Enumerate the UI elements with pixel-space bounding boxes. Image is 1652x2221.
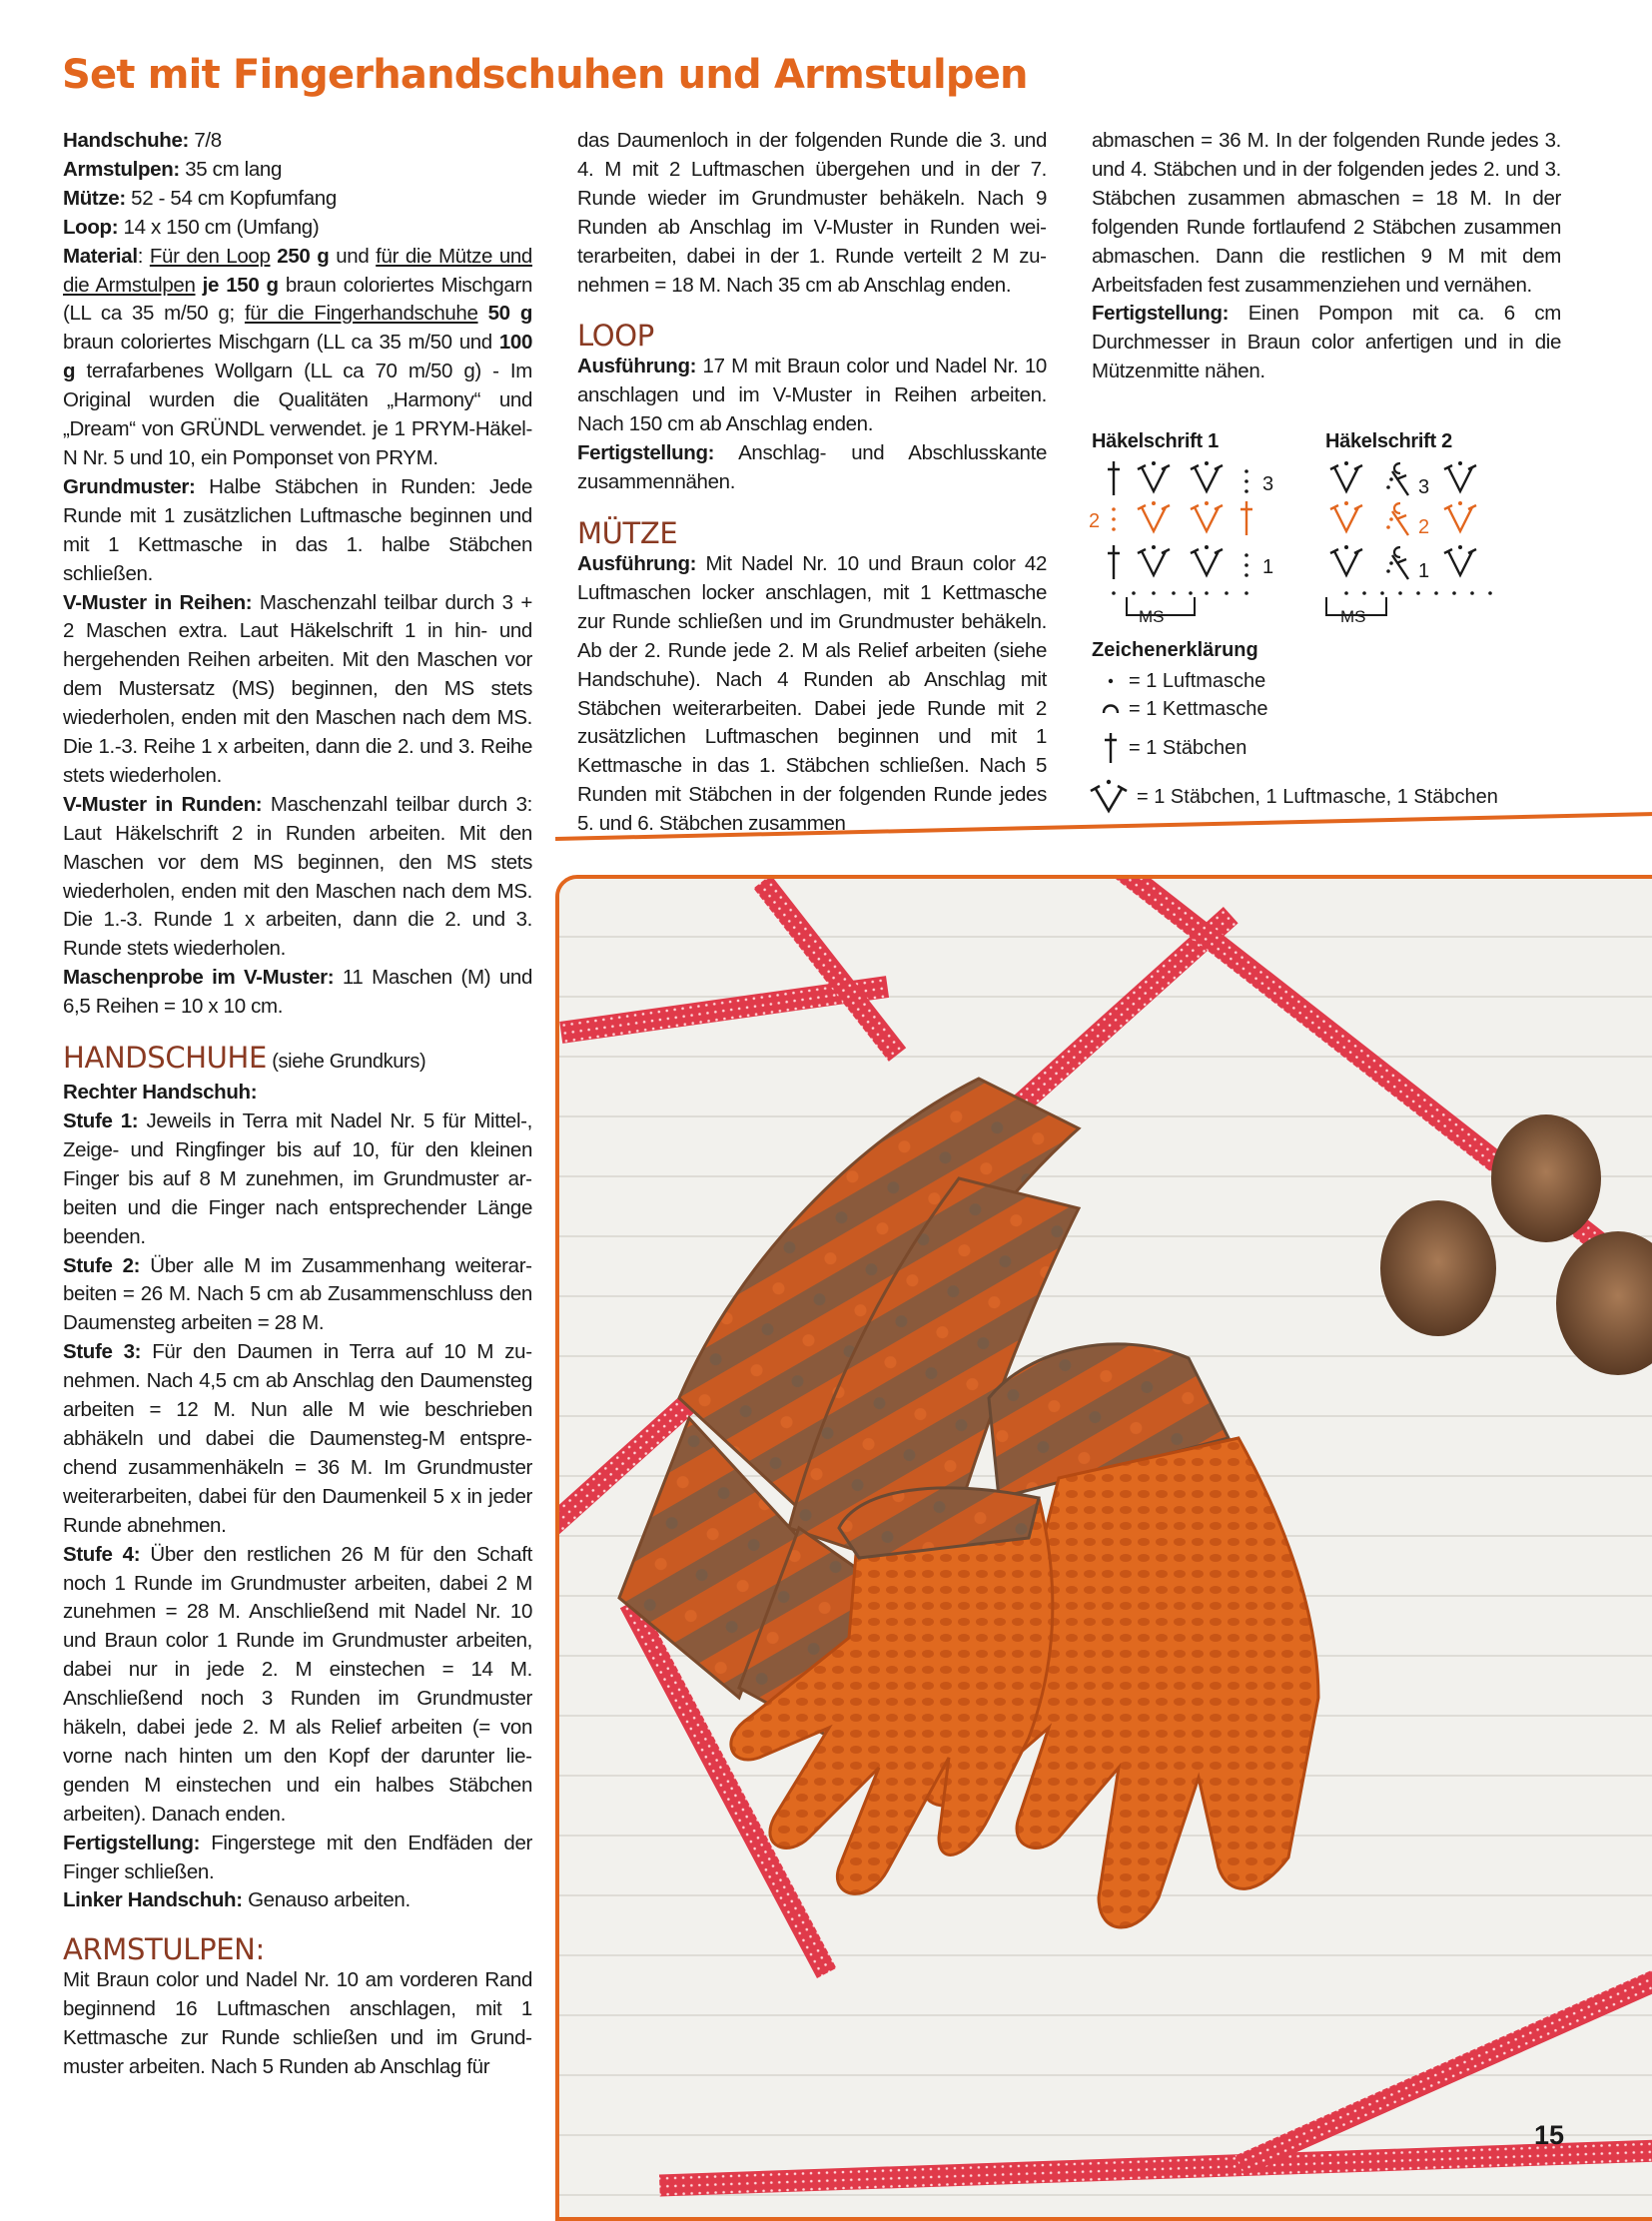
- column-left: Handschuhe: 7/8 Armstulpen: 35 cm lang Mütze: 52 - 54 cm Kopfumfang Loop: 14 x 150 cm (Umfang) Material: Für den Loop 250 g und für die Mütze und die Armstulpen je 150 g braun coloriertes Mischgarn (LL ca 35 m/50 g; für die Fingerhandschuhe 50 g braun coloriertes Mischgarn (LL ca 35 m/50 und 100 g terrafarbenes Wollgarn (LL ca 70 m/50 g) - Im Original wurden die Qualitäten „Harmony“ und „Dream“ von GRÜNDL verwendet. je 1 PRYM-Häkel-N Nr. 5 und 10, ein Pomponset von PRYM. Grundmuster: Halbe Stäbchen in Runden: Jede Runde mit 1 zusätzlichen Luftmasche beginnen und mit 1 Kettmasche in das 1. halbe Stäbchen schließen. V-Muster in Reihen: Maschenzahl teilbar durch 3 + 2 Maschen extra. Laut Häkelschrift 1 in hin- und hergehenden Reihen arbeiten. Mit den Maschen vor dem Mustersatz (MS) beginnen, den MS stets wiederholen, enden mit den Maschen nach dem MS. Die 1.-3. Reihe 1 x arbeiten, dann die 2. und 3. Reihe stets wiederholen. V-Muster in Runden: Maschenzahl teilbar durch 3: Laut Häkelschrift 2 in Runden arbeiten. Mit den Maschen vor dem MS beginnen, den MS stets wiederholen, enden mit den Maschen nach dem MS. Die 1.-3. Runde 1 x arbeiten, dann die 2. und 3. Runde stets wiederholen. Maschenprobe im V-Muster: 11 Maschen (M) und 6,5 Reihen = 10 x 10 cm. HANDSCHUHE (siehe Grundkurs) Rechter Handschuh: Stufe 1: Jeweils in Terra mit Nadel Nr. 5 für Mittel-, Zeige- und Ringfinger bis auf 10, für den kleinen Finger bis auf 8 M zunehmen, im Grundmuster arbeiten und die Finger nach entsprechender Länge beenden. Stufe 2: Über alle M im Zusammenhang weiterarbeiten = 26 M. Nach 5 cm ab Zusammenschluss den Daumensteg arbeiten = 28 M. Stufe 3: Für den Daumen in Terra auf 10 M zunehmen. Nach 4,5 cm ab Anschlag den Daumensteg arbeiten = 12 M. Nun alle M wie beschrieben abhäkeln und dabei die Daumensteg-M entsprechend zusammenhäkeln = 36 M. Im Grundmuster weiterarbeiten, dabei für den Daumenkeil 5 x in jeder Runde abnehmen. Stufe 4: Über den restlichen 26 M für den Schaft noch 1 Runde im Grundmuster arbeiten, dabei 2 M zunehmen = 28 M. Anschließend mit Nadel Nr. 10 und Braun color 1 Runde im Grundmuster arbeiten, dabei nur in jede 2. M einstechen = 14 M. Anschließend noch 3 Runden im Grundmuster häkeln, dabei jede 2. M als Relief arbeiten (= von vorne nach hinten um den Kopf der darunter liegenden M einstechen und ein halbes Stäbchen arbeiten). Danach enden. Fertigstellung: Fingerstege mit den Endfäden der Finger schließen. Linker Handschuh: Genauso arbeiten. ARMSTULPEN: Mit Braun color und Nadel Nr. 10 am vorderen Rand beginnend 16 Luftmaschen anschlagen, mit 1 Kettmasche zur Runde schließen und im Grundmuster arbeiten. Nach 5 Runden ab Anschlag für: [63, 129, 533, 2079]
- loop-heading: LOOP: [577, 319, 654, 354]
- muetze-heading: MÜTZE: [577, 515, 678, 550]
- armstulpen-heading: ARMSTULPEN:: [63, 1932, 265, 1967]
- chain-dot-icon: [1099, 669, 1123, 693]
- product-photo: [555, 875, 1652, 2221]
- column-middle: das Daumenloch in der folgenden Runde die 3. und 4. M mit 2 Luftmaschen übergehen und in der 7. Runde wieder im Grundmuster behäkeln. Nach 9 Runden ab Anschlag im V-Muster in Runden weiterarbeiten, dabei in der 1. Runde verteilt 2 M zunehmen = 18 M. Nach 35 cm ab Anschlag enden. LOOP Ausführung: 17 M mit Braun color und Nadel Nr. 10 anschlagen und im V-Muster in Reihen arbeiten. Nach 150 cm ab Anschlag enden. Fertigstellung: Anschlag- und Abschlusskante zusammennähen. MÜTZE Ausführung: Mit Nadel Nr. 10 und Braun color 42 Luftmaschen locker anschlagen, mit 1 Kettmasche zur Runde schließen und im Grundmuster behäkeln. Ab der 2. Runde jede 2. M als Relief arbeiten (siehe Handschuhe). Nach 4 Runden ab Anschlag mit Stäbchen weiterarbeiten. Dabei jede Runde mit 2 zusätzlichen Luftmaschen beginnen und mit 1 Kettmasche in das 1. Stäbchen schließen. Nach 5 Runden mit Stäbchen in der folgenden Runde jedes 5. und 6. Stäbchen zusammen: [577, 129, 1047, 836]
- column-right: abmaschen = 36 M. In der folgenden Runde jedes 3. und 4. Stäbchen und in der folgenden jedes 2. und 3. Stäbchen zusammen abmaschen = 18 M. In der folgenden Runde fortlaufend 2 Stäbchen zusammen abmaschen. Dann die restlichen 9 M mit dem Arbeitsfaden fest zusammenziehen und vernähen. Fertigstellung: Einen Pompon mit ca. 6 cm Durchmesser in Braun color anfertigen und in die Mützenmitte nähen.: [1092, 129, 1561, 383]
- chart1-ms-label: MS: [1139, 607, 1165, 626]
- chart2-title: Häkelschrift 2: [1325, 430, 1452, 452]
- legend-item-dc: = 1 Stäbchen: [1099, 731, 1246, 765]
- chart2-row-3: 3: [1418, 476, 1430, 498]
- maschenprobe-paragraph: Maschenprobe im V-Muster: 11 Maschen (M) und 6,5 Reihen = 10 x 10 cm.: [63, 966, 532, 1019]
- grundmuster-paragraph: Grundmuster: Halbe Stäbchen in Runden: Jede Runde mit 1 zusätzlichen Luftmasche beginnen und mit 1 Kettmasche in das 1. halbe Stäbchen schließen.: [63, 474, 532, 585]
- chart1-row-2: 2: [1089, 510, 1101, 532]
- chart2-row-1: 1: [1418, 560, 1430, 582]
- legend-title: Zeichenerklärung: [1092, 639, 1258, 661]
- legend-item-slip: = 1 Kettmasche: [1099, 697, 1268, 721]
- handschuhe-heading: HANDSCHUHE (siehe Grundkurs): [63, 1041, 426, 1076]
- v-stitch-icon: [1087, 777, 1131, 817]
- dc-cross-icon: [1099, 731, 1123, 765]
- chart2-row-2: 2: [1418, 516, 1430, 538]
- chart1-row-1: 1: [1262, 556, 1274, 578]
- crochet-set-illustration: [559, 879, 1652, 2217]
- material-paragraph: Material: Für den Loop 250 g und für die Mütze und die Armstulpen je 150 g braun coloriertes Mischgarn (LL ca 35 m/50 g; für die Fingerhandschuhe 50 g braun coloriertes Mischgarn (LL ca 35 m/50 und 100 g terrafarbenes Wollgarn (LL ca 70 m/50 g) - Im Original wurden die Qualitäten „Harmony“ und „Dream“ von GRÜNDL verwendet. je 1 PRYM-Häkel-N Nr. 5 und 10, ein Pomponset von PRYM.: [63, 244, 533, 469]
- legend-item-v: = 1 Stäbchen, 1 Luftmasche, 1 Stäbchen: [1087, 777, 1498, 817]
- v-muster-runden-paragraph: V-Muster in Runden: Maschenzahl teilbar durch 3: Laut Häkelschrift 2 in Runden arbeiten. Mit den Maschen vor dem MS beginnen, den MS stets wiederholen, enden mit den Maschen nach dem MS. Die 1.-3. Runde 1 x arbeiten, dann die 2. und 3. Runde stets wiederholen.: [63, 792, 533, 961]
- chart2-ms-label: MS: [1340, 607, 1366, 626]
- chart1-row-3: 3: [1262, 473, 1274, 495]
- v-muster-reihen-paragraph: V-Muster in Reihen: Maschenzahl teilbar durch 3 + 2 Maschen extra. Laut Häkelschrift 1 in hin- und hergehenden Reihen arbeiten. Mit den Maschen vor dem Mustersatz (MS) beginnen, den MS stets wiederholen, enden mit den Maschen nach dem MS. Die 1.-3. Reihe 1 x arbeiten, dann die 2. und 3. Reihe stets wiederholen.: [63, 590, 532, 787]
- chart1-title: Häkelschrift 1: [1092, 430, 1219, 452]
- legend-item-chain: = 1 Luftmasche: [1099, 669, 1265, 693]
- page-title: Set mit Fingerhandschuhen und Armstulpen: [62, 52, 1028, 98]
- slip-stitch-arc-icon: [1099, 697, 1123, 721]
- crochet-chart-2: [1318, 457, 1518, 627]
- page-number: 15: [1533, 2120, 1564, 2150]
- crochet-chart-1: [1087, 457, 1286, 627]
